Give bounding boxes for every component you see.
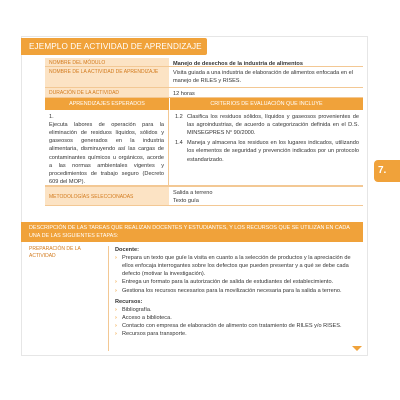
docente-task: Gestiona los recursos necesarios para la movilización necesaria para la salida a terreno. — [122, 287, 342, 294]
criterio-item — [175, 113, 359, 137]
value-nombre-actividad: Visita guiada a una industria de elaboración de alimentos enfocada en el manejo de RILES y RISES. — [173, 70, 353, 85]
criterio-text: Maneja y almacena los residuos en los lugares indicados, utilizando los elementos de seguridad y prevención indicados por un protocolo estandarizado. — [187, 140, 359, 163]
docente-task: Entrega un formato para la autorización de salida de estudiantes del establecimiento. — [122, 279, 334, 286]
criterio-item — [175, 139, 359, 163]
recurso-item: Contacto con empresa de elaboración de alimento con tratamiento de RILES y/o RISES. — [122, 322, 342, 329]
list-item — [115, 254, 357, 278]
metodologia-2: Texto guía — [173, 198, 199, 205]
bullet-arrow-icon: › — [115, 255, 117, 262]
preparation-body — [109, 246, 363, 351]
aprendizaje-cell — [45, 110, 169, 185]
row-modulo — [45, 58, 363, 67]
label-duracion: DURACIÓN DE LA ACTIVIDAD — [45, 88, 169, 97]
row-nombre-actividad — [45, 67, 363, 88]
list-item — [115, 287, 357, 295]
list-item — [115, 306, 357, 314]
row-heads — [45, 98, 363, 110]
aprendizaje-num: 1. — [49, 114, 54, 120]
recurso-item: Acceso a biblioteca. — [122, 314, 172, 321]
page-title: EJEMPLO DE ACTIVIDAD DE APRENDIZAJE — [21, 38, 207, 55]
row-duracion — [45, 88, 363, 98]
list-item — [115, 278, 357, 286]
label-nombre-actividad: NOMBRE DE LA ACTIVIDAD DE APRENDIZAJE — [45, 67, 169, 87]
metodologia-1: Salida a terreno — [173, 190, 213, 196]
bullet-arrow-icon: › — [115, 279, 117, 286]
list-item — [115, 314, 357, 322]
value-metodologias — [169, 187, 363, 205]
label-metodologias: METODOLOGÍAS SELECCIONADAS — [45, 187, 169, 205]
bullet-arrow-icon: › — [115, 331, 117, 338]
head-criterios: CRITERIOS DE EVALUACIÓN QUE INCLUYE — [169, 98, 363, 110]
bullet-arrow-icon: › — [115, 287, 117, 294]
criterio-num: 1.4 — [175, 140, 183, 147]
preparation-label: PREPARACIÓN DE LA ACTIVIDAD — [21, 246, 109, 351]
description-bar: DESCRIPCIÓN DE LAS TAREAS QUE REALIZAN DOCENTES Y ESTUDIANTES, Y LOS RECURSOS QUE SE UTILIZAN EN CADA UNA DE LAS SIGUIENTES ETAPAS: — [21, 222, 363, 242]
preparation-section — [21, 246, 363, 351]
activity-table — [45, 58, 363, 206]
list-item — [115, 330, 357, 338]
criterio-num: 1.2 — [175, 114, 183, 120]
value-modulo: Manejo de desechos de la industria de alimentos — [173, 61, 303, 67]
list-item — [115, 322, 357, 330]
continue-arrow-icon — [352, 346, 362, 351]
bullet-arrow-icon: › — [115, 306, 117, 313]
recurso-item: Recursos para transporte. — [122, 331, 187, 338]
row-content — [45, 110, 363, 186]
label-modulo: NOMBRE DEL MÓDULO — [45, 58, 169, 66]
docente-title: Docente: — [115, 247, 139, 253]
chapter-tab: 7. — [374, 160, 400, 182]
head-aprendizajes: APRENDIZAJES ESPERADOS — [45, 98, 169, 110]
docente-task: Prepara un texto que guíe la visita en cuanto a la selección de productos y la apreciación de ellos enfocaja interrogantes sobre los defectos que pueden presentar y a qué se debe cada defecto (motivar la investigación). — [122, 255, 351, 278]
bullet-arrow-icon: › — [115, 322, 117, 329]
recurso-item: Bibliografía. — [122, 306, 152, 313]
bullet-arrow-icon: › — [115, 314, 117, 321]
criterios-cell — [169, 110, 363, 185]
row-metodologias — [45, 186, 363, 206]
recursos-title: Recursos: — [115, 298, 143, 305]
criterio-text: Clasifica los residuos sólidos, líquidos y gaseosos provenientes de las agroindustrias, de acuerdo a categorización definida en el D.S. MINSEGPRES N° 90/2000. — [187, 114, 359, 137]
value-duracion: 12 horas — [173, 91, 195, 97]
aprendizaje-text: Ejecuta labores de operación para la eliminación de residuos líquidos, sólidos y gaseosos generados en la industria alimentaria, disminuyendo así las cargas de contaminantes químicos u orgánicos, acorde a las normas ambientales vigentes y procedimientos de trabajo seguro (Decreto 609 del MOP). — [49, 122, 164, 185]
